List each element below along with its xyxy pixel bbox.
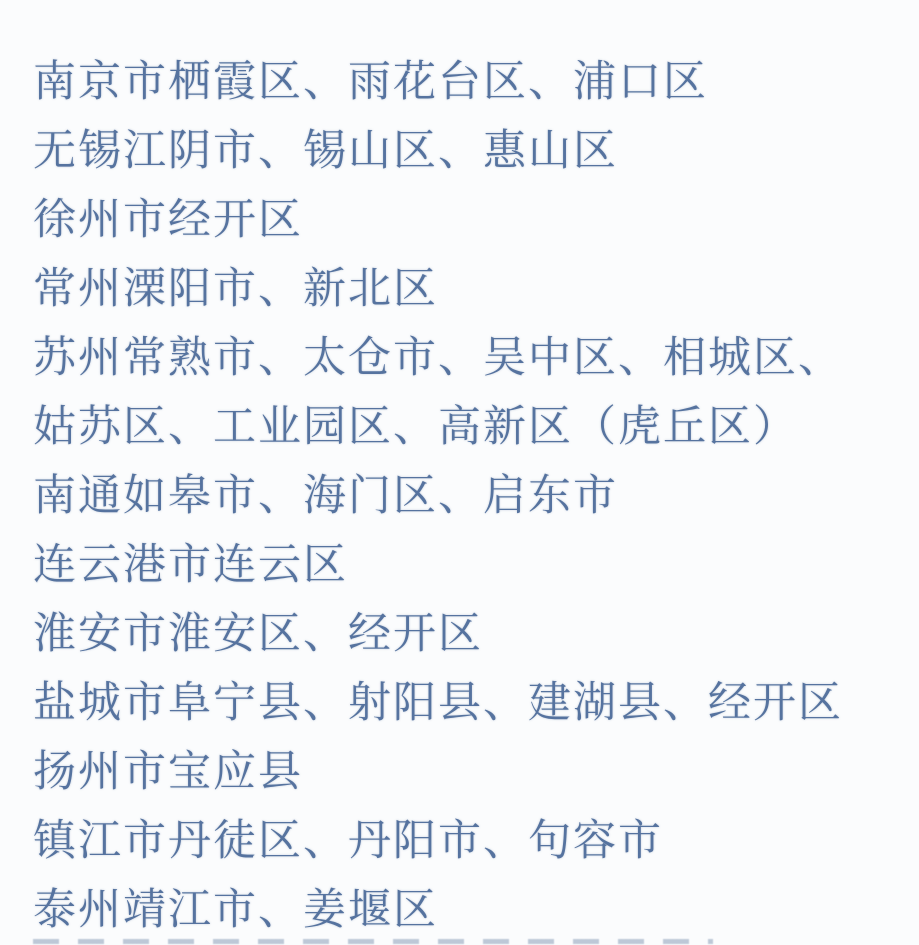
region-list-line: 盐城市阜宁县、射阳县、建湖县、经开区 <box>33 678 843 728</box>
cutoff-next-line-fragment <box>33 939 713 944</box>
region-list-line: 连云港市连云区 <box>33 540 348 590</box>
region-list-line: 苏州常熟市、太仓市、吴中区、相城区、 <box>33 333 843 383</box>
region-list <box>33 48 899 945</box>
region-list-line: 淮安市淮安区、经开区 <box>33 609 483 659</box>
region-list-line: 南通如皋市、海门区、启东市 <box>33 471 618 521</box>
region-list-line: 镇江市丹徒区、丹阳市、句容市 <box>33 816 663 866</box>
region-list-line: 徐州市经开区 <box>33 195 303 245</box>
region-list-line: 无锡江阴市、锡山区、惠山区 <box>33 126 618 176</box>
region-list-line: 南京市栖霞区、雨花台区、浦口区 <box>33 57 708 107</box>
region-list-line: 泰州靖江市、姜堰区 <box>33 885 438 935</box>
region-list-line: 姑苏区、工业园区、高新区（虎丘区） <box>33 402 798 452</box>
region-list-line: 扬州市宝应县 <box>33 747 303 797</box>
region-list-line: 常州溧阳市、新北区 <box>33 264 438 314</box>
